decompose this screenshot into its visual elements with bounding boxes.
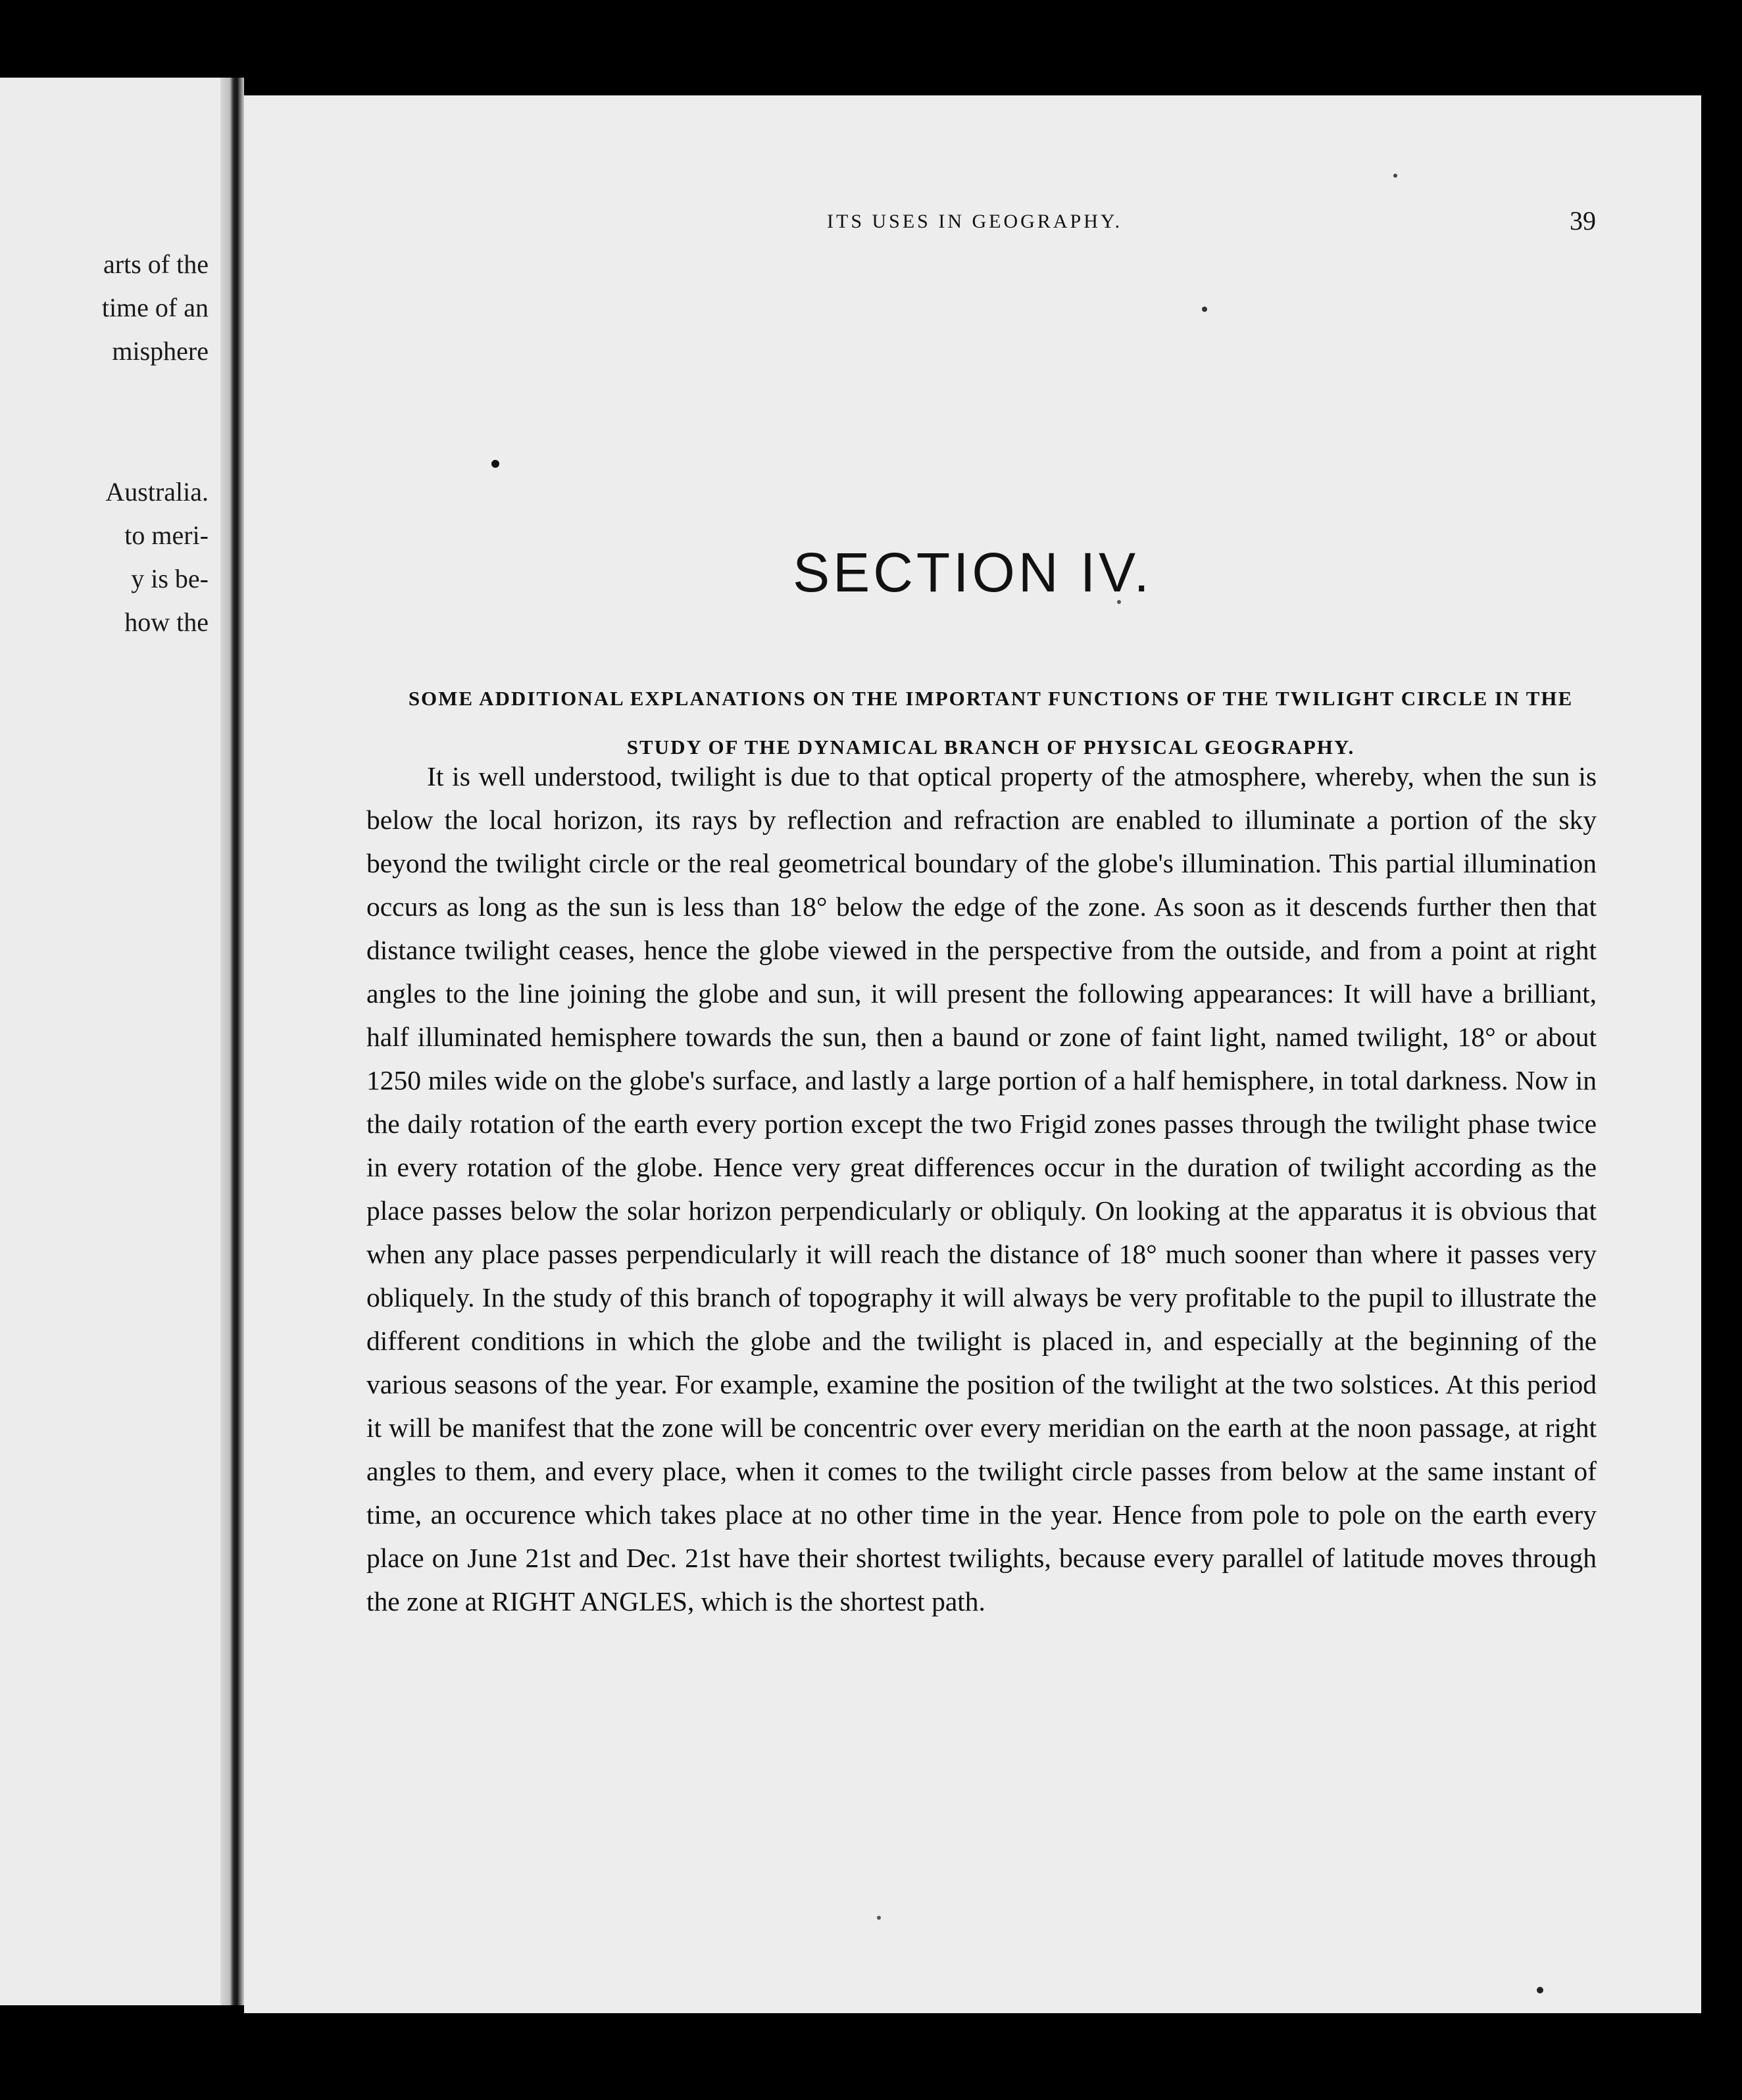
right-page	[244, 95, 1701, 2013]
left-page-fragment	[0, 78, 220, 2005]
left-page-line: how the	[124, 607, 209, 637]
book-spine	[220, 78, 244, 2005]
body-paragraph: It is well understood, twilight is due to that optical property of the atmosphere, whereby, when the sun is below the local horizon, its rays by reflection and refraction are enabled to illuminate a portion of the sky beyond the twilight circle or the real geometrical boundary of the globe's illumination. This partial illumination occurs as long as the sun is less than 18° below the edge of the zone. As soon as it descends further then that distance twilight ceases, hence the globe viewed in the perspective from the outside, and from a point at right angles to the line joining the globe and sun, it will present the following appearances: It will have a brilliant, half illuminated hemisphere towards the sun, then a baund or zone of faint light, named twilight, 18° or about 1250 miles wide on the globe's surface, and lastly a large portion of a half hemisphere, in total darkness. Now in the daily rotation of the earth every portion except the two Frigid zones passes through the twilight phase twice in every rotation of the globe. Hence very great differences occur in the duration of twilight according as the place passes below the solar horizon perpendicularly or obliquly. On looking at the apparatus it is obvious that when any place passes perpendicularly it will reach the distance of 18° much sooner than where it passes very obliquely. In the study of this branch of topography it will always be very profitable to the pupil to illustrate the different conditions in which the globe and the twilight is placed in, and especially at the beginning of the various seasons of the year. For example, examine the position of the twilight at the two solstices. At this period it will be manifest that the zone will be concentric over every meridian on the earth at the noon passage, at right angles to them, and every place, when it comes to the twilight circle passes from below at the same instant of time, an occurence which takes place at no other time in the year. Hence from pole to pole on the earth every place on June 21st and Dec. 21st have their shortest twilights, because every parallel of latitude moves through the zone at RIGHT ANGLES, which is the shortest path.	[366, 761, 1597, 1616]
left-page-line: time of an	[101, 293, 209, 322]
left-page-line: Australia.	[105, 477, 209, 507]
left-page-line: to meri-	[124, 520, 209, 550]
section-subtitle: SOME ADDITIONAL EXPLANATIONS ON THE IMPORTANT FUNCTIONS OF THE TWILIGHT CIRCLE IN THE STUDY OF THE DYNAMICAL BRANCH OF PHYSICAL GEOGRAPHY.	[408, 687, 1574, 759]
left-page-line: arts of the	[103, 249, 209, 279]
left-page-line: misphere	[112, 336, 209, 366]
running-header	[244, 206, 1701, 250]
section-title: SECTION IV.	[793, 541, 1153, 603]
left-page-line: y is be-	[131, 564, 209, 593]
page-number: 39	[1570, 206, 1596, 236]
running-title: ITS USES IN GEOGRAPHY.	[827, 211, 1123, 232]
